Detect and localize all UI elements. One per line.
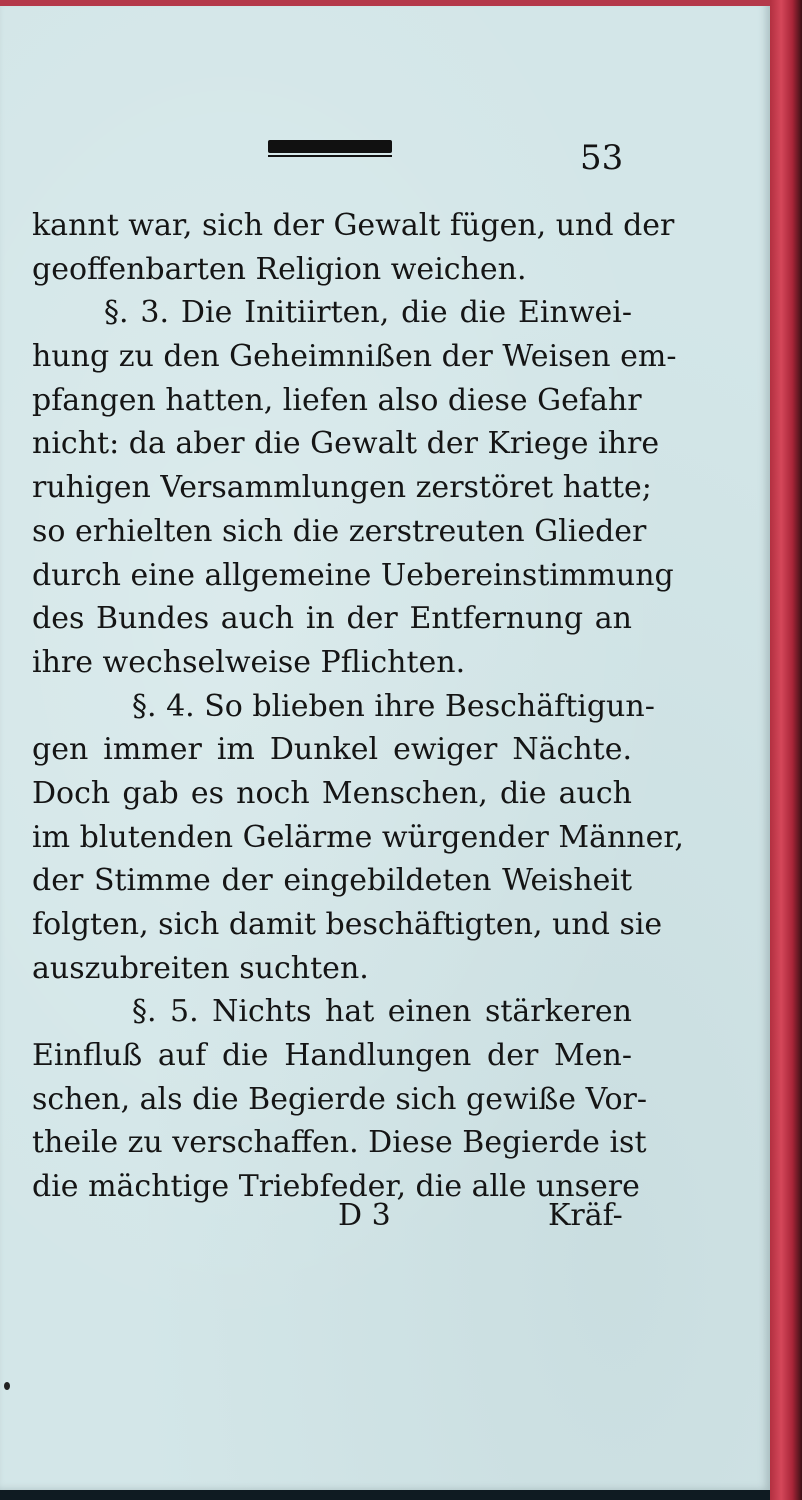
header-rule [268,140,392,153]
text-line: ruhigen Versammlungen zerstöret hatte; [32,470,652,506]
text-line: kannt war, sich der Gewalt fügen, und der [32,208,675,243]
text-line: im blutenden Gelärme würgender Männer, [32,819,684,855]
text-line: so erhielten sich die zerstreuten Glieder [32,513,647,549]
text-line: folgten, sich damit beschäftigten, und sie [32,907,663,942]
text-line: des Bundes auch in der Entfernung an [32,601,632,637]
text-line: die mächtige Triebfeder, die alle unsere [32,1169,640,1205]
signature-mark: D 3 [338,1198,391,1233]
page-number: 53 [580,138,624,178]
text-line: Einfluß auf die Handlungen der Men- [32,1038,632,1074]
text-line: gen immer im Dunkel ewiger Nächte. [32,732,632,768]
book-edge-red [770,0,802,1500]
text-line: §. 5. Nichts hat einen stärkeren [132,994,632,1030]
text-line: §. 4. So blieben ihre Beschäftigun- [132,688,655,724]
text-line: durch eine allgemeine Uebereinstimmung [32,557,674,593]
text-line: Doch gab es noch Menschen, die auch [32,775,632,811]
catchword: Kräf- [548,1198,623,1233]
text-line: nicht: da aber die Gewalt der Kriege ihre [32,426,660,462]
text-line: ihre wechselweise Pflichten. [32,644,466,680]
text-line: der Stimme der eingebildeten Weisheit [32,863,632,899]
text-line: §. 3. Die Initiirten, die die Einwei- [104,295,632,331]
book-edge-top [0,0,802,6]
text-line: schen, als die Begierde sich gewiße Vor- [32,1081,648,1117]
text-line: auszubreiten suchten. [32,950,369,986]
ink-speck [4,1382,10,1390]
text-line: geoffenbarten Religion weichen. [32,251,527,287]
body-text [32,204,684,1209]
text-line: hung zu den Geheimnißen der Weisen em- [32,339,677,375]
text-line: theile zu verschaffen. Diese Begierde ist [32,1125,647,1161]
text-line: pfangen hatten, liefen also diese Gefahr [32,382,642,418]
